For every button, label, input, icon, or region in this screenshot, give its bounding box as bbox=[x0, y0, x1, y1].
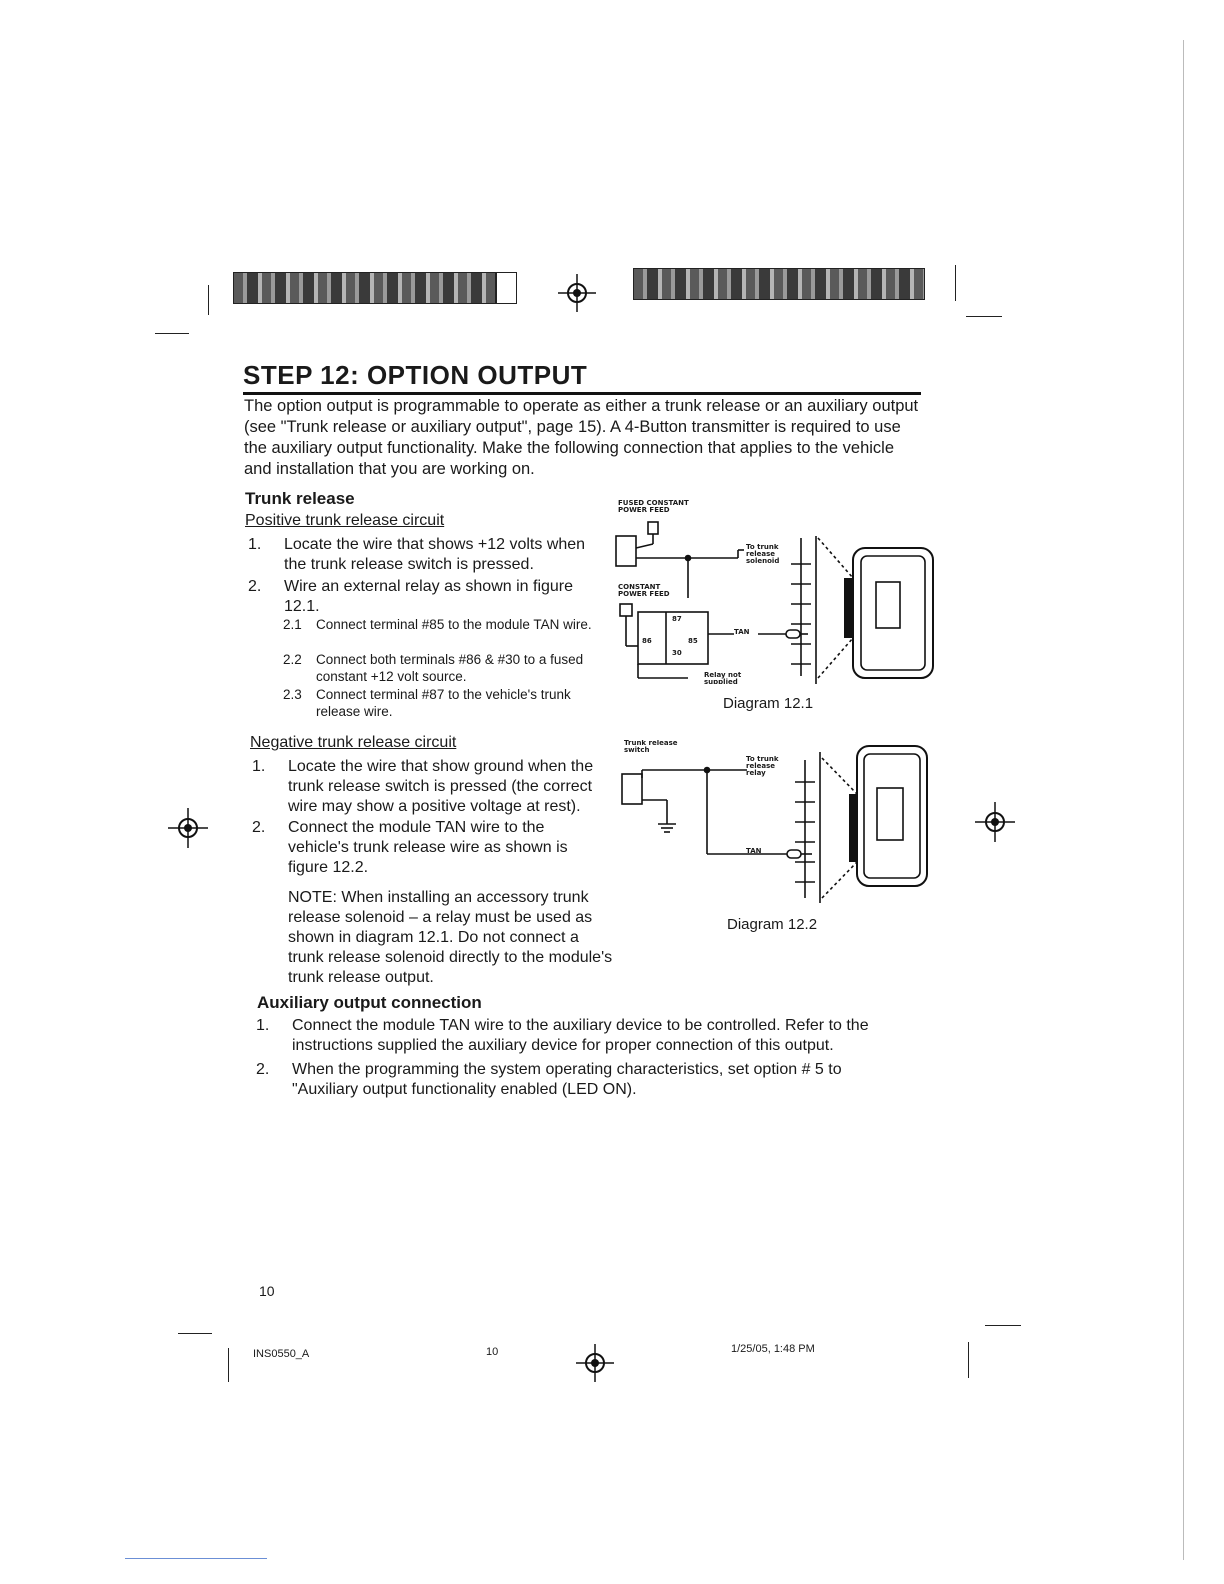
footer-doc-id: INS0550_A bbox=[253, 1348, 310, 1360]
crop-mark bbox=[228, 1348, 229, 1382]
registration-target-icon bbox=[168, 808, 208, 848]
substep-text: Connect terminal #87 to the vehicle's trunk release wire. bbox=[316, 687, 571, 719]
substep-text: Connect both terminals #86 & #30 to a fused constant +12 volt source. bbox=[316, 652, 584, 684]
step-text: Connect the module TAN wire to the auxiliary device to be controlled. Refer to the instructions supplied the auxiliary device for proper connection of this output. bbox=[292, 1017, 869, 1054]
diagram-label: FUSED CONSTANT POWER FEED bbox=[618, 500, 689, 514]
diagram-caption: Diagram 12.2 bbox=[727, 916, 818, 933]
substep-number: 2.2 bbox=[283, 652, 302, 667]
step-number: 1. bbox=[252, 758, 266, 775]
step-text: When the programming the system operating characteristics, set option # 5 to "Auxiliary output functionality enabled (LED ON). bbox=[292, 1061, 842, 1098]
page-title: STEP 12: OPTION OUTPUT bbox=[243, 360, 921, 395]
registration-target-icon bbox=[975, 802, 1015, 842]
crop-mark bbox=[208, 285, 209, 315]
footer-timestamp: 1/25/05, 1:48 PM bbox=[731, 1343, 815, 1355]
crop-mark bbox=[985, 1325, 1021, 1326]
relay-pin-label: 87 bbox=[672, 616, 682, 623]
crop-mark bbox=[178, 1333, 212, 1334]
diagram-label: To trunk release solenoid bbox=[746, 544, 780, 565]
step-text: Connect the module TAN wire to the vehicle's trunk release wire as shown is figure 12.2. bbox=[288, 819, 568, 876]
registration-box-left bbox=[495, 272, 517, 304]
diagram-label: To trunk release relay bbox=[746, 756, 779, 777]
negative-circuit-heading: Negative trunk release circuit bbox=[250, 734, 457, 751]
substep-text: Connect terminal #85 to the module TAN wire. bbox=[316, 617, 592, 632]
page-number: 10 bbox=[259, 1283, 275, 1299]
registration-bar-left bbox=[233, 272, 497, 304]
substep-number: 2.1 bbox=[283, 617, 302, 632]
step-number: 2. bbox=[256, 1061, 270, 1078]
edge-line bbox=[1183, 40, 1184, 1560]
crop-mark bbox=[968, 1342, 969, 1378]
note-text bbox=[288, 888, 618, 988]
diagram-label: CONSTANT POWER FEED bbox=[618, 584, 670, 598]
diagram-label: TAN bbox=[734, 629, 750, 636]
trunk-release-heading: Trunk release bbox=[245, 489, 355, 508]
diagram-caption: Diagram 12.1 bbox=[723, 695, 814, 712]
step-text: Wire an external relay as shown in figure 12.1. bbox=[284, 578, 574, 615]
diagram-label: Trunk release switch bbox=[624, 740, 678, 754]
step-number: 2. bbox=[248, 578, 262, 595]
step-text: Locate the wire that shows +12 volts when the trunk release switch is pressed. bbox=[284, 536, 586, 573]
crop-mark bbox=[955, 265, 956, 301]
step-number: 2. bbox=[252, 819, 266, 836]
scan-underline bbox=[125, 1558, 267, 1559]
relay-pin-label: 30 bbox=[672, 650, 682, 657]
relay-pin-label: 86 bbox=[642, 638, 652, 645]
step-text: Locate the wire that show ground when the trunk release switch is pressed (the correct wire may show a positive voltage at rest). bbox=[288, 758, 594, 815]
step-number: 1. bbox=[256, 1017, 270, 1034]
relay-pin-label: 85 bbox=[688, 638, 698, 645]
diagram-label: TAN bbox=[746, 848, 762, 855]
registration-target-icon bbox=[576, 1344, 614, 1382]
note-body: NOTE: When installing an accessory trunk release solenoid – a relay must be used as shown in diagram 12.1. Do not connect a trunk release solenoid directly to the module's trunk release output. bbox=[288, 889, 613, 986]
footer-page: 10 bbox=[486, 1346, 499, 1358]
positive-circuit-heading: Positive trunk release circuit bbox=[245, 512, 445, 529]
wiring-diagram-12-1 bbox=[608, 498, 938, 698]
intro-paragraph: The option output is programmable to operate as either a trunk release or an auxiliary output (see "Trunk release or auxiliary output", page 15). A 4-Button transmitter is required to use the auxiliary output functionality. Make the following connection that applies to the vehicle and installation that you are working on. bbox=[244, 397, 919, 478]
substep-number: 2.3 bbox=[283, 687, 302, 702]
step-number: 1. bbox=[248, 536, 262, 553]
registration-bar-right bbox=[633, 268, 925, 300]
auxiliary-heading: Auxiliary output connection bbox=[257, 993, 482, 1012]
registration-target-icon bbox=[558, 274, 596, 312]
wiring-diagram-12-2 bbox=[612, 738, 942, 913]
crop-mark bbox=[155, 333, 189, 334]
crop-mark bbox=[966, 316, 1002, 317]
diagram-label: Relay not supplied bbox=[704, 672, 742, 684]
